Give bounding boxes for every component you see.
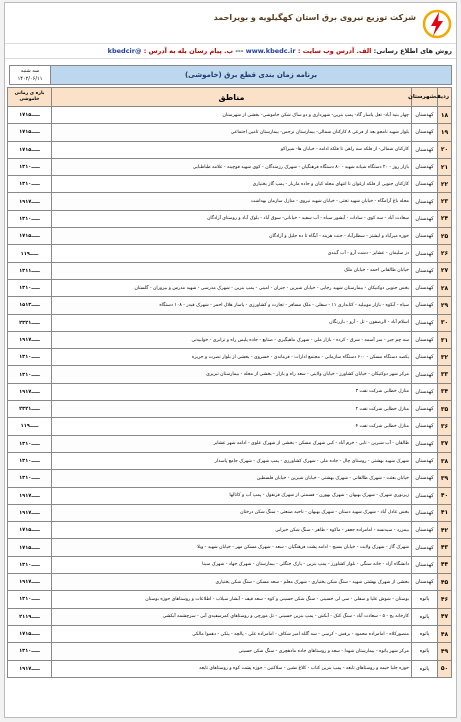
row-time: ۱۷ـــــ۱۵ xyxy=(8,228,52,245)
row-city: کهدسنان xyxy=(412,262,438,279)
messenger-label: ب. پیام رسان بله به آدرس : xyxy=(143,47,234,55)
row-city: کهدسنان xyxy=(412,435,438,452)
row-city: کهدسنان xyxy=(412,401,438,418)
row-number: ۴۱ xyxy=(438,504,452,521)
table-header-row xyxy=(8,88,452,107)
row-area: منصورکلاه - امامزاده محمود - برقش - کرسی - سه گلله امیر شکاف - امامزاده علی - پالچه - پتکی - دهموا مالکی xyxy=(52,625,412,642)
row-area: بازار روز - ۲۰ دستگاه شیانه شهید - ۸۰ دستگاه فرهنگیان - شهرک رزمندگان - کوی شهید قوچینه - علامه طباطبایی xyxy=(52,158,412,175)
row-city: کهدسنان xyxy=(412,539,438,556)
table-row xyxy=(8,643,452,660)
table-row xyxy=(8,435,452,452)
outage-table xyxy=(7,87,452,678)
row-city: کهدسنان xyxy=(412,452,438,469)
info-line xyxy=(5,44,456,59)
row-city: کهدسنان xyxy=(412,158,438,175)
row-time: ۱۷ـــــ۱۵ xyxy=(8,124,52,141)
row-city: کهدسنان xyxy=(412,193,438,210)
row-area: کارکنان شمالی- از فلکه سه راهی تا فلکه ادامه - خیابان ها- شیراکو xyxy=(52,141,412,158)
info-label: روش های اطلاع رسانی: xyxy=(373,47,452,55)
row-area: زیرنوری شهرک - شهرک بهبهان - شهرک بهورن - قسمتی از شهرک قرنفول - پمپ آب و کانالها xyxy=(52,487,412,504)
row-time: ۱۳ـــــ۱۰ xyxy=(8,279,52,296)
row-area: سه چم جیر - سر آسمه - شرق - کرده - بازار ملی - شهرک ماهیگیری - صنایع - جاده پلیس راه و ترابری - خوابیدنی xyxy=(52,331,412,348)
row-time: ۱۳ـــــ۱۰ xyxy=(8,452,52,469)
row-city: کهدسنان xyxy=(412,574,438,591)
row-area: شهرک شهید بهشتی - روستای چال - جاده ملی - شهرک کشاورزی - پمپ شهرک - شهرک جامع پاسدار xyxy=(52,452,412,469)
row-city: کهدسنان xyxy=(412,210,438,227)
row-number: ۲۸ xyxy=(438,279,452,296)
row-time: ۱۹ـــــ۱۷ xyxy=(8,574,52,591)
row-number: ۴۹ xyxy=(438,643,452,660)
row-area: مرکز شهر دوکنیکان - خیابان کشاورز - خیابان ولایتی - سعد راه و بازار - بخشی از محله - بیمارستان تبریزی xyxy=(52,366,412,383)
table-row xyxy=(8,262,452,279)
row-time: ۱۱ـــــ۹ xyxy=(8,245,52,262)
row-number: ۴۳ xyxy=(438,539,452,556)
row-area: بخش عادل آباد - شهرک شهید دستان - شهرک بهبهان - ناحیه صنعتی - سنگ شکن درختان xyxy=(52,504,412,521)
row-time: ۱۳ـــــ۱۰ xyxy=(8,349,52,366)
col-time: بازه ی زمانی خاموشی xyxy=(8,88,52,107)
row-time: ۱۳ـــــ۱۰ xyxy=(8,176,52,193)
row-area: منازل خطابی شرکت نفت ۲ xyxy=(52,401,412,418)
row-time: ۱۷ـــــ۱۵ xyxy=(8,539,52,556)
company-name: شرکت توزیع نیروی برق استان کهگیلویه و بویراحمد xyxy=(213,13,416,22)
table-row xyxy=(8,418,452,435)
day-name: سه شنبه xyxy=(20,68,40,74)
table-row xyxy=(8,539,452,556)
row-area: منازل خطابی شرکت نفت ۳ xyxy=(52,383,412,400)
row-city: کهدسنان xyxy=(412,349,438,366)
row-number: ۳۳ xyxy=(438,366,452,383)
row-number: ۲۷ xyxy=(438,262,452,279)
row-time: ۱۹ـــــ۱۷ xyxy=(8,383,52,400)
row-time: ۱۹ـــــ۱۷ xyxy=(8,504,52,521)
row-city: کهدسنان xyxy=(412,366,438,383)
row-number: ۳۲ xyxy=(438,349,452,366)
row-number: ۱۸ xyxy=(438,107,452,124)
table-row xyxy=(8,228,452,245)
row-number: ۴۷ xyxy=(438,608,452,625)
row-area: بیمزرد - سیدنسه - امامزاده جعفر - ماکوه - طاهر - سنگ شکن خیرابی xyxy=(52,522,412,539)
row-number: ۲۶ xyxy=(438,245,452,262)
row-number: ۲۵ xyxy=(438,228,452,245)
table-row xyxy=(8,141,452,158)
row-city: کهدسنان xyxy=(412,297,438,314)
row-area: منازل خطابی شرکت نفت ۴ xyxy=(52,418,412,435)
row-city: کهدسنان xyxy=(412,487,438,504)
row-area: بخش جنوبی دوکنیکان - بیمارستان شهید رجایی - خیابان شیرین - جبران - امینی - پمپ بنزین - شهرک مدرسی - شهید مدرس و بیزوران - گلستان xyxy=(52,279,412,296)
row-time: ۲۳ـــــ۲۱ xyxy=(8,314,52,331)
row-number: ۲۲ xyxy=(438,176,452,193)
row-time: ۲۳ـــــ۲۱ xyxy=(8,401,52,418)
row-number: ۴۸ xyxy=(438,625,452,642)
row-area: دز سلیمان - عشایر - دشت آرو - آب گیندی xyxy=(52,245,412,262)
table-row xyxy=(8,366,452,383)
row-city: کهدسنان xyxy=(412,245,438,262)
row-time: ۱۳ـــــ۱۰ xyxy=(8,210,52,227)
header xyxy=(5,3,456,44)
row-area: کارخانه یخ - ۵ - سعادت آباد - سنگ کتک - آبکش - پمپ بنزین حسینی - تل مورچی و روستاهای کمرسفیدی آبی - سرچشمه آبکشی xyxy=(52,608,412,625)
row-number: ۲۰ xyxy=(438,141,452,158)
table-row xyxy=(8,487,452,504)
messenger-handle[interactable]: @kbedcir xyxy=(107,47,142,55)
row-time: ۱۳ـــــ۱۰ xyxy=(8,435,52,452)
row-city: پاتوه xyxy=(412,591,438,608)
row-city: کهدسنان xyxy=(412,176,438,193)
site-label: الف. آدرس وب سایت : xyxy=(297,47,372,55)
row-number: ۳۵ xyxy=(438,401,452,418)
row-time: ۱۹ـــــ۱۷ xyxy=(8,660,52,677)
table-row xyxy=(8,504,452,521)
row-time: ۱۱ـــــ۹ xyxy=(8,418,52,435)
row-number: ۳۹ xyxy=(438,470,452,487)
row-number: ۳۸ xyxy=(438,452,452,469)
title-row xyxy=(9,65,452,85)
table-row xyxy=(8,383,452,400)
table-row xyxy=(8,625,452,642)
row-area: طالقان - آب شیرین - تابی - خرم آباد - کبی شهرک مسکن - بخشی از شهرک علوی - ادامه شهر عشایر xyxy=(52,435,412,452)
row-area: مرکز شهر پاتوه - بیمارستان شهدا - سعد و روستاهای جاده مادهچری - سنگ شکن حسینی xyxy=(52,643,412,660)
row-city: کهدسنان xyxy=(412,314,438,331)
row-area: یکصد دستگاه مسکن - ۶۰۰ دستگاه سازمانی - مجتمع ادارات - فرماندی - خسروی - بخشی از بلوار نصرت و جزیره xyxy=(52,349,412,366)
table-row xyxy=(8,401,452,418)
row-city: کهدسنان xyxy=(412,124,438,141)
row-area: حوزه جلبا خیمه و روستاهای تابعه - پمپ بنزین کتاب - کلاغ نشین - سلاکنین - حوزه پشت کوه و روستاهای تابعه xyxy=(52,660,412,677)
table-row xyxy=(8,470,452,487)
row-time: ۱۹ـــــ۱۷ xyxy=(8,193,52,210)
table-row xyxy=(8,124,452,141)
row-area: سیاه - آبکوه - بازار موبیلیه - کتابداری ۱۱ - سفلی - ملک مسافر - تجارت و کشاورزی - پاسار هلال احمر - شهرک قیدر - ۱۰۸ دستگاه xyxy=(52,297,412,314)
row-city: کهدسنان xyxy=(412,556,438,573)
table-row xyxy=(8,193,452,210)
row-city: پاتوه xyxy=(412,660,438,677)
row-time: ۱۷ـــــ۱۵ xyxy=(8,625,52,642)
row-area: محله باغ آرامگاه - خیابان شهید تختی - خیابان شهید نیروی - منازل سازمان بهداشت xyxy=(52,193,412,210)
row-time: ۱۳ـــــ۱۰ xyxy=(8,366,52,383)
row-area: دانشگاه آزاد - خانه سنگی - بلوار کشاورز - پمپ بنزین - پارک جنگلی - بیمارستان - شهرک جهاد - شهرک سینا xyxy=(52,556,412,573)
table-row xyxy=(8,591,452,608)
row-city: کهدسنان xyxy=(412,418,438,435)
row-number: ۲۱ xyxy=(438,158,452,175)
table-row xyxy=(8,107,452,124)
row-area: بوستان - شوش علیا و سفلی - سی لی حسینی - سنگ شکن حسینی و کوه - سعد قیف - آبشار سیلاب - اطلاعات و روستاهای حوزه بوستان xyxy=(52,591,412,608)
table-row xyxy=(8,176,452,193)
row-number: ۲۹ xyxy=(438,297,452,314)
row-city: کهدسنان xyxy=(412,228,438,245)
row-area: اسلام آباد - الرصفون - تل - آرو - بازرنگان xyxy=(52,314,412,331)
row-area: کارکنان جنوبی از فلکه ارغوان تا انتهای محله کیان و جاده ماربار - پمپ گاز بختیاری xyxy=(52,176,412,193)
row-area: حوزه میرآباد و لیشتر - سطلرآباد - جنت هزینه - آبگاه تا ده جلیل و آزادگان xyxy=(52,228,412,245)
row-time: ۱۷ـــــ۱۵ xyxy=(8,141,52,158)
schedule-title: برنامه زمان بندی قطع برق (خاموشی) xyxy=(51,66,451,84)
row-number: ۴۵ xyxy=(438,574,452,591)
row-area: خیابان طالقانی احمد - خیابان ملک xyxy=(52,262,412,279)
row-area: بلوار شهید نامجو بعد از فرعی ۸ کارکنان شمالی- بیمارستان نرجس- بیمارستان تامین اجتماعی xyxy=(52,124,412,141)
row-time: ۱۳ـــــ۱۱ xyxy=(8,262,52,279)
row-city: کهدسنان xyxy=(412,141,438,158)
row-time: ۱۷ـــــ۱۵ xyxy=(8,522,52,539)
row-number: ۴۰ xyxy=(438,487,452,504)
row-city: کهدسنان xyxy=(412,470,438,487)
row-time: ۱۳ـــــ۱۰ xyxy=(8,470,52,487)
table-row xyxy=(8,556,452,573)
row-time: ۱۳ـــــ۱۰ xyxy=(8,643,52,660)
table-row xyxy=(8,331,452,348)
row-number: ۳۴ xyxy=(438,383,452,400)
row-area: سعادت آباد - سه کوی - سادات - آبشور سیاه - آب سفید - خیابانی- سوق آباد - بلوک آباد و روستای آزادگان xyxy=(52,210,412,227)
row-number: ۵۰ xyxy=(438,660,452,677)
row-number: ۱۹ xyxy=(438,124,452,141)
row-city: پاتوه xyxy=(412,608,438,625)
row-city: کهدسنان xyxy=(412,279,438,296)
row-time: ۱۵ـــــ۱۳ xyxy=(8,297,52,314)
row-time: ۱۹ـــــ۱۷ xyxy=(8,487,52,504)
col-city: شهرستان xyxy=(412,88,438,107)
table-row xyxy=(8,297,452,314)
col-area: مناطق xyxy=(52,88,412,107)
row-number: ۳۶ xyxy=(438,418,452,435)
site-url[interactable]: www.kbedc.ir xyxy=(245,47,296,55)
row-number: ۴۴ xyxy=(438,556,452,573)
row-city: کهدسنان xyxy=(412,504,438,521)
row-city: کهدسنان xyxy=(412,331,438,348)
row-area: چهار بنیه آباد- تعل پاسار گاد- پمپ بنزین- شهرداری و دو ساک شکن خاموشی- بخشی از شهرستان xyxy=(52,107,412,124)
row-area: شهرک گاز - شهرک ولایت - خیابان بسیج - ادامه پشت فرهنگیان - سعد - شهرک مسکن مهر - خیابان شهید - ویلا xyxy=(52,539,412,556)
row-area: بخشی از شهرک بهشتی شهید - سنگ شکن بختیاری - شهرک معلم - سعد مسکن - سنگ شکن بختیاری xyxy=(52,574,412,591)
table-row xyxy=(8,660,452,677)
separator-dashes: --- xyxy=(235,47,244,55)
schedule-page xyxy=(4,2,457,718)
row-number: ۴۲ xyxy=(438,522,452,539)
row-time: ۱۳ـــــ۱۰ xyxy=(8,158,52,175)
row-number: ۲۳ xyxy=(438,193,452,210)
table-row xyxy=(8,158,452,175)
row-number: ۳۰ xyxy=(438,314,452,331)
col-row: ردیف xyxy=(438,88,452,107)
table-row xyxy=(8,245,452,262)
row-city: کهدسنان xyxy=(412,383,438,400)
row-time: ۱۳ـــــ۱۰ xyxy=(8,591,52,608)
row-number: ۲۴ xyxy=(438,210,452,227)
table-row xyxy=(8,279,452,296)
row-time: ۱۷ـــــ۱۵ xyxy=(8,107,52,124)
table-row xyxy=(8,314,452,331)
row-city: کهدسنان xyxy=(412,522,438,539)
table-row xyxy=(8,349,452,366)
table-row xyxy=(8,608,452,625)
table-row xyxy=(8,210,452,227)
row-time: ۱۹ـــــ۱۷ xyxy=(8,331,52,348)
date-value: ۱۴۰۲/۰۶/۱۱ xyxy=(17,76,43,82)
row-number: ۳۱ xyxy=(438,331,452,348)
row-time: ۲۱ـــــ۱۹ xyxy=(8,608,52,625)
date-box xyxy=(10,66,51,84)
row-number: ۳۷ xyxy=(438,435,452,452)
row-city: پاتوه xyxy=(412,625,438,642)
row-city: کهدسنان xyxy=(412,107,438,124)
row-area: خیابان بعثت - شهرک طالقانی - شهرک بهشتی - خیابان شیرین - خیابان فلسطین xyxy=(52,470,412,487)
row-time: ۱۳ـــــ۱۰ xyxy=(8,556,52,573)
table-row xyxy=(8,574,452,591)
table-row xyxy=(8,522,452,539)
table-row xyxy=(8,452,452,469)
electric-company-logo-icon xyxy=(422,9,452,39)
row-number: ۴۶ xyxy=(438,591,452,608)
table-body xyxy=(8,107,452,678)
row-city: پاتوه xyxy=(412,643,438,660)
